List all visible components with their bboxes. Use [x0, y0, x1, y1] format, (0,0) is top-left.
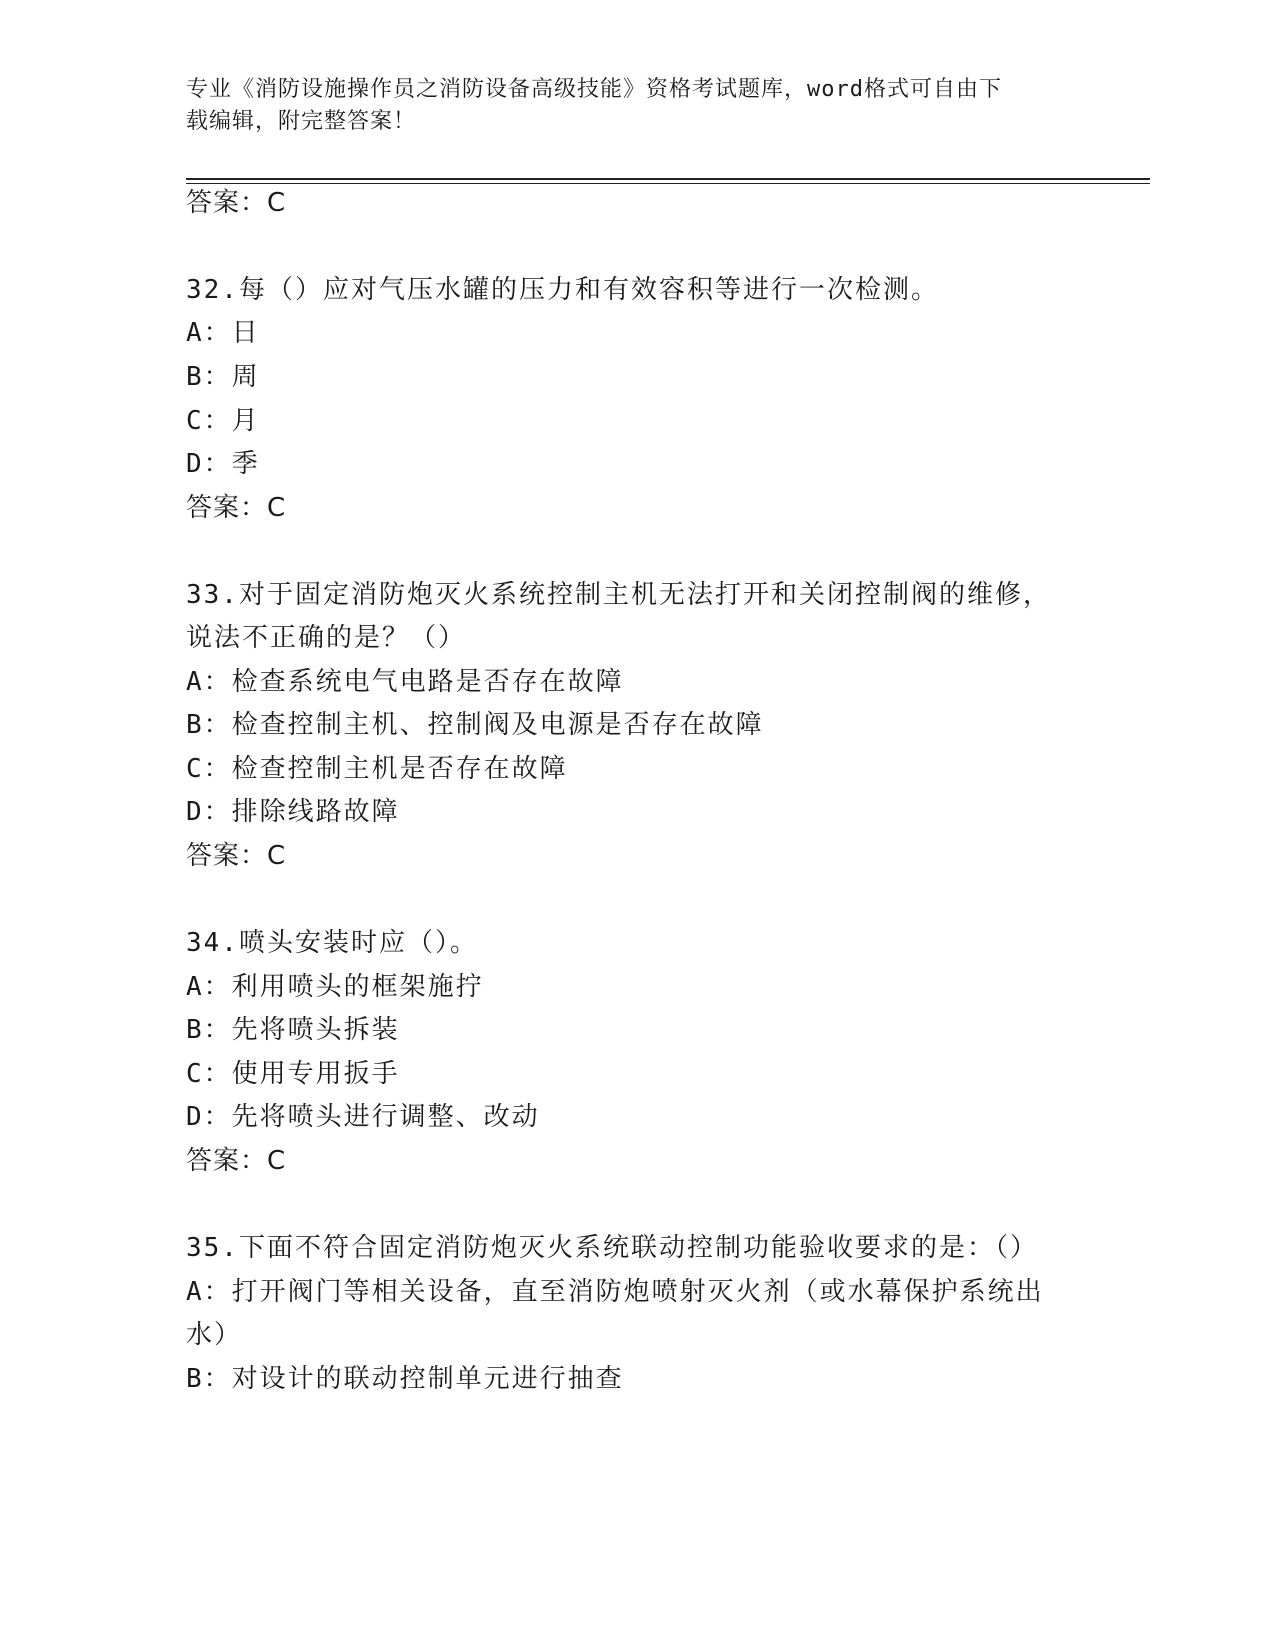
answer-line: 答案：C [186, 493, 287, 523]
header-rule-thick [186, 178, 1150, 180]
option-c: C：检查控制主机是否存在故障 [186, 754, 568, 784]
document-header [186, 74, 1066, 138]
option-c: C：月 [186, 406, 260, 436]
option-b: B：先将喷头拆装 [186, 1015, 400, 1045]
question-stem: 32.每（）应对气压水罐的压力和有效容积等进行一次检测。 [186, 275, 939, 305]
header-line-1: 专业《消防设施操作员之消防设备高级技能》资格考试题库，word格式可自由下 [186, 77, 1002, 102]
answer-line: 答案：C [186, 188, 287, 218]
option-d: D：先将喷头进行调整、改动 [186, 1102, 540, 1132]
question-stem: 34.喷头安装时应（）。 [186, 928, 478, 958]
answer-line: 答案：C [186, 1146, 287, 1176]
header-rule-thin [186, 183, 1150, 184]
question-stem-continued: 说法不正确的是？（） [186, 623, 467, 653]
option-d: D：季 [186, 449, 260, 479]
header-line-2: 载编辑，附完整答案！ [186, 109, 417, 134]
question-stem: 33.对于固定消防炮灭火系统控制主机无法打开和关闭控制阀的维修， [186, 580, 1051, 610]
option-b: B：对设计的联动控制单元进行抽查 [186, 1364, 624, 1394]
option-a-continued: 水） [186, 1320, 243, 1350]
option-d: D：排除线路故障 [186, 797, 400, 827]
option-a: A：打开阀门等相关设备，直至消防炮喷射灭火剂（或水幕保护系统出 [186, 1277, 1044, 1307]
option-b: B：周 [186, 362, 260, 392]
answer-line: 答案：C [186, 841, 287, 871]
option-a: A：利用喷头的框架施拧 [186, 972, 484, 1002]
option-b: B：检查控制主机、控制阀及电源是否存在故障 [186, 710, 764, 740]
option-c: C：使用专用扳手 [186, 1059, 400, 1089]
option-a: A：日 [186, 318, 260, 348]
question-stem: 35.下面不符合固定消防炮灭火系统联动控制功能验收要求的是：（） [186, 1233, 1038, 1263]
option-a: A：检查系统电气电路是否存在故障 [186, 667, 624, 697]
